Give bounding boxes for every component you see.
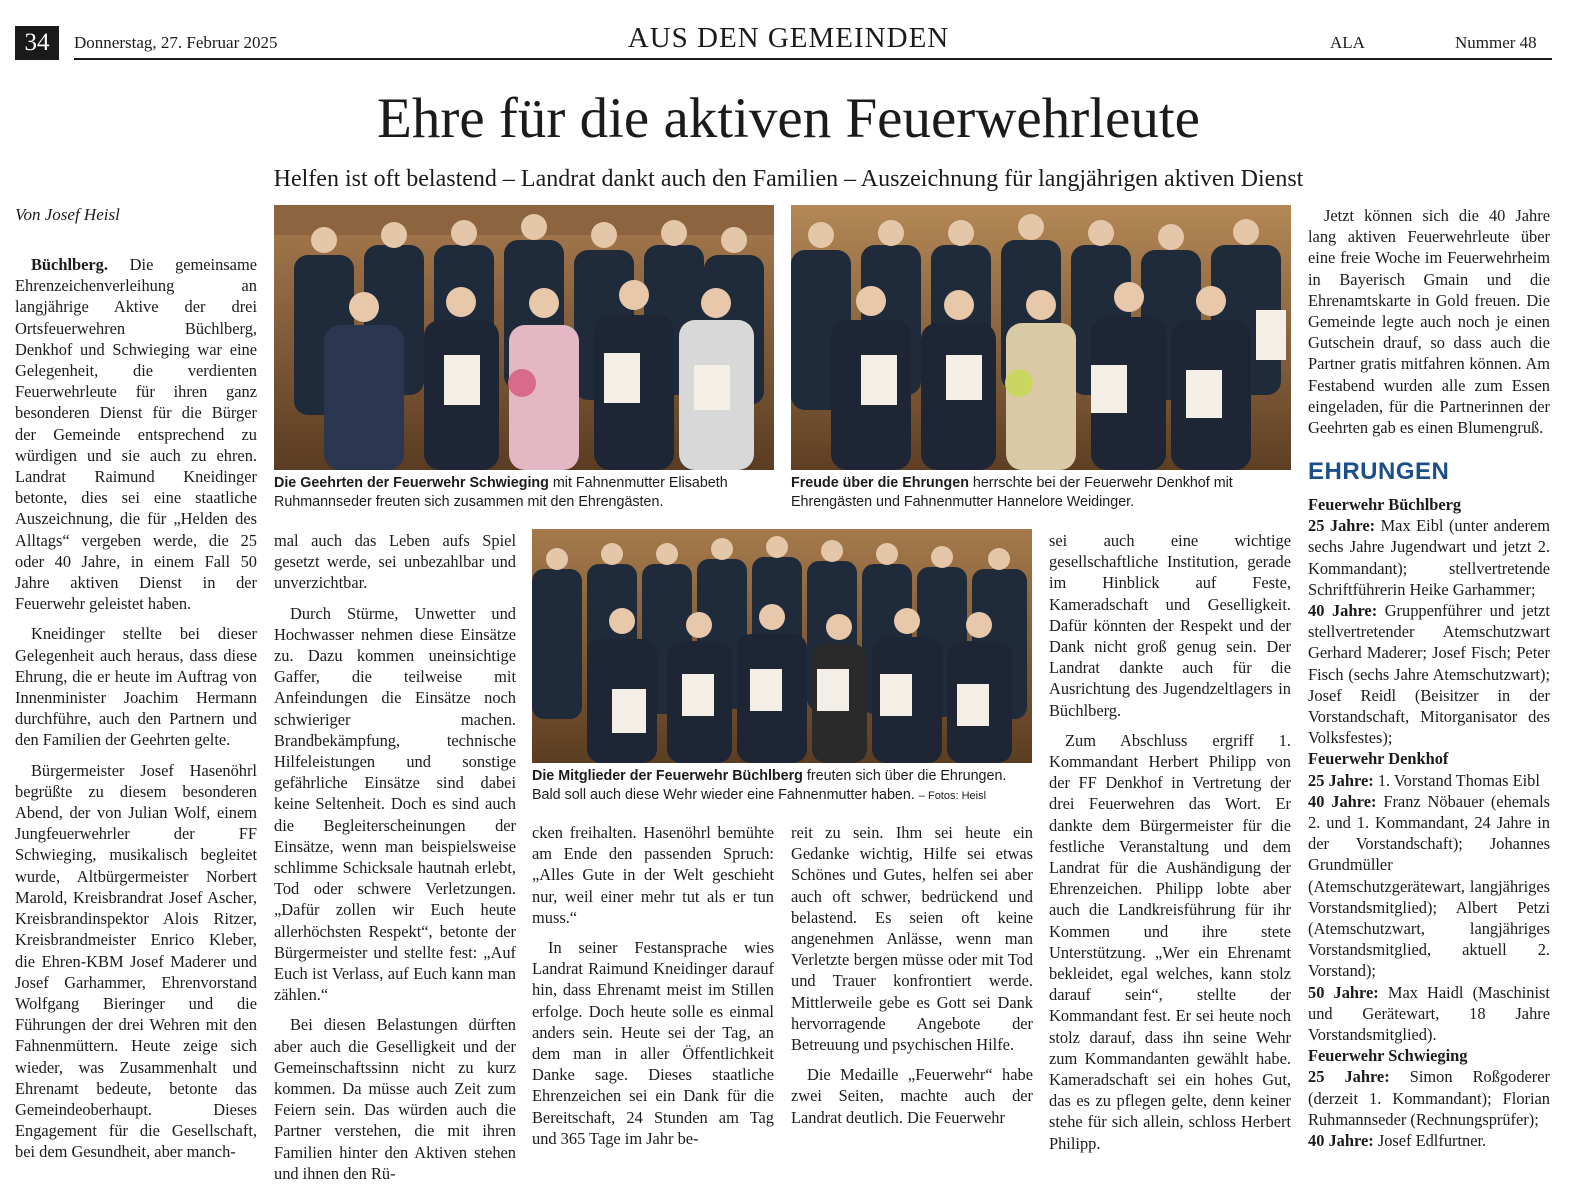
article-subheadline: Helfen ist oft belastend – Landrat dankt auch den Familien – Auszeichnung für langjährigen aktiven Dienst <box>273 166 1304 192</box>
paragraph: Kneidinger stellte bei dieser Gelegenheit auch heraus, dass diese Ehrung, die er heute im Auftrag von Innenminister Joachim Hermann durchführe, auch den Partnern und den Familien der Geehrten gelte. <box>15 624 257 750</box>
ehrungen-list <box>1308 494 1550 1151</box>
photo-feuerwehr-denkhof <box>791 205 1291 470</box>
byline: Von Josef Heisl <box>15 205 120 224</box>
ehrungen-group-heading: Feuerwehr Schwieging <box>1308 1046 1468 1066</box>
column-2 <box>274 530 516 1184</box>
paragraph: Jetzt können sich die 40 Jahre lang aktiven Feuerwehrleute über eine freie Woche im Feuerwehrheim in Bayerisch Gmain und die Ehrenamtskarte in Gold freuen. Die Gemeinde legte auch noch je einen Gutschein drauf, so dass auch die Partner gratis mitfahren können. Am Festabend wurden alle zum Essen eingeladen, für die Partnerinnen der Geehrten gab es einen Blumengruß. <box>1308 206 1550 438</box>
paragraph: sei auch eine wichtige gesellschaftliche Institution, gerade im Hinblick auf Feste, Kameradschaft und Geselligkeit. Dafür könnten der Respekt und der Dank nicht groß genug sein. Der Landrat dankte auch für die Ausrichtung des Jugendzeltlagers in Büchlberg. <box>1049 531 1291 720</box>
paragraph: Durch Stürme, Unwetter und Hochwasser nehmen diese Einsätze zu. Dazu kommen uneinsichtige Gaffer, die teilweise mit Anfeindungen die Einsätze noch schwieriger machen. Brandbekämpfung, technische Hilfeleistungen und sonstige gefährliche Einsätze sind dabei keine Seltenheit. Doch es sind auch die Begleiterscheinungen der Einsätze, wenn man beispielsweise schlimme Schicksale hautnah erlebt, Tod oder schwere Verletzungen. „Dafür zollen wir Euch heute allerhöchsten Respekt“, betonte der Bürgermeister und stellte fest: „Auf Euch ist Verlass, auf Euch kann man zählen.“ <box>274 603 516 1005</box>
ehrungen-group-heading: Feuerwehr Denkhof <box>1308 749 1449 769</box>
section-title: AUS DEN GEMEINDEN <box>627 22 950 54</box>
column-1 <box>15 254 257 1163</box>
ehrungen-entry: 25 Jahre: 1. Vorstand Thomas Eibl <box>1308 770 1540 790</box>
dateline-place: Büchlberg. <box>31 255 108 274</box>
ehrungen-entry: 40 Jahre: Franz Nöbauer (ehemals 2. und 1. Kommandant, 24 Jahre in der Vorstandschaft); Johannes Grundmüller (Atemschutzgerätewart, langjähriges Vorstandsmitglied); Albert Petzi (Atemschutzwart, langjähriges Vorstandsmitglied, aktuell 2. Vorstand); <box>1308 791 1550 981</box>
column-6 <box>1308 205 1550 438</box>
edition-label: ALA <box>1330 33 1365 52</box>
ehrungen-group-heading: Feuerwehr Büchlberg <box>1308 495 1462 514</box>
header-rule <box>74 58 1552 60</box>
ehrungen-entry: 25 Jahre: Simon Roßgoderer (derzeit 1. Kommandant); Florian Ruhmannseder (Rechnungsprüfer); <box>1308 1067 1550 1129</box>
ehrungen-entry: 40 Jahre: Josef Edlfurtner. <box>1308 1131 1487 1151</box>
column-4 <box>791 822 1033 1128</box>
paragraph: Bei diesen Belastungen dürften aber auch die Geselligkeit und der Gemeinschaftssinn nicht zu kurz kommen. Da müsse auch Zeit zum Feiern sein. Das würden auch die Partner verstehen, die mit ihren Familien hinter den Aktiven stehen und ihnen den Rü- <box>274 1015 516 1183</box>
photo-caption-schwieging: Die Geehrten der Feuerwehr Schwieging mit Fahnenmutter Elisabeth Ruhmannseder freuten sich zusammen mit den Ehrengästen. <box>274 475 728 510</box>
issue-number: Nummer 48 <box>1455 33 1537 52</box>
article-headline: Ehre für die aktiven Feuerwehrleute <box>377 87 1200 150</box>
paragraph: cken freihalten. Hasenöhrl bemühte am Ende den passenden Spruch: „Alles Gute in der Welt geschieht nur, weil einer mehr tut als er tun muss.“ <box>532 823 774 927</box>
photo-feuerwehr-buechlberg <box>532 529 1032 763</box>
paragraph: Zum Abschluss ergriff 1. Kommandant Herbert Philipp von der FF Denkhof in Vertretung der drei Feuerwehren das Wort. Er dankte dem Bürgermeister für die festliche Veranstaltung und dem Landrat für die Aushändigung der Ehrenzeichen. Philipp lobte aber auch die Landkreisführung für ihr Kommen und ihre stete Unterstützung. „Wer ein Ehrenamt bekleidet, egal welches, kann stolz darauf sein“, stellte der Kommandant fest. Er sei heute noch stolz darauf, dass ihn seine Wehr zum Kommandanten gewählt habe. Kameradschaft sei ein hohes Gut, das es zu pflegen gelte, denn keiner stehe für sich allein, schloss Herbert Philipp. <box>1049 730 1291 1153</box>
ehrungen-heading: EHRUNGEN <box>1308 458 1450 485</box>
paragraph: Bürgermeister Josef Hasenöhrl begrüßte zu diesem besonderen Abend, der von Julian Wolf, einem Jungfeuerwehrler der FF Schwieging, musikalisch begleitet wurde, Altbürgermeister Norbert Marold, Kreisbrandrat Josef Ascher, Kreisbrandinspektor Alois Ritzer, Kreisbrandmeister Enrico Kleber, die Ehren-KBM Josef Maderer und Josef Garhammer, Ehrenvorstand Wolfgang Bieringer und die Führungen der drei Wehren mit den Fahnenmüttern. Heute zeige sich wieder, was Zusammenhalt und Ehrenamt bedeute, betonte das Gemeindeoberhaupt. Dieses Engagement für die Gesellschaft, bei dem Gesundheit, aber manch- <box>15 760 257 1162</box>
ehrungen-entry: 40 Jahre: Gruppenführer und jetzt stellvertretender Atemschutzwart Gerhard Maderer; Josef Fisch; Peter Fisch (sechs Jahre Atemschutzwart); Josef Reidl (Beisitzer in der Vorstandschaft, Mitorganisator des Volksfestes); <box>1308 601 1550 748</box>
photo-credit: – Fotos: Heisl <box>918 790 987 802</box>
photo-caption-buechlberg: Die Mitglieder der Feuerwehr Büchlberg freuten sich über die Ehrungen. Bald soll auch diese Wehr wieder eine Fahnenmutter haben. – Fotos: Heisl <box>532 768 1007 803</box>
photo-caption-denkhof: Freude über die Ehrungen herrschte bei der Feuerwehr Denkhof mit Ehrengästen und Fahnenmutter Hannelore Weidinger. <box>791 475 1233 510</box>
paragraph: In seiner Festansprache wies Landrat Raimund Kneidinger darauf hin, dass Ehrenamt meist im Stillen erfolge. Doch heute solle es einmal anders sein. Heute sei der Tag, an dem man in aller Öffentlichkeit Danke sage. Dieses staatliche Ehrenzeichen sei ein Dank für die Bereitschaft, 24 Stunden am Tag und 365 Tage im Jahr be- <box>532 938 774 1148</box>
issue-date: Donnerstag, 27. Februar 2025 <box>74 33 278 52</box>
ehrungen-entry: 25 Jahre: Max Eibl (unter anderem sechs Jahre Jugendwart und jetzt 2. Kommandant); stellvertretende Schriftführerin Heike Garhammer; <box>1308 516 1550 599</box>
column-3 <box>532 822 774 1149</box>
paragraph: Büchlberg. Die gemeinsame Ehrenzeichenverleihung an langjährige Aktive der drei Ortsfeuerwehren Büchlberg, Denkhof und Schwieging war eine Gelegenheit, die verdienten Feuerwehrleute für ihren ganz besonderen Dienst für die Bürger der Gemeinde entsprechend zu würdigen und sie auch zu ehren. Landrat Raimund Kneidinger betonte, dies sei eine staatliche Auszeichnung, die für „Helden des Alltags“ vergeben werde, die 25 oder 40 Jahre, in einem Fall 50 Jahre aktiven Dienst in der Feuerwehr geleistet haben. <box>15 255 257 614</box>
paragraph: reit zu sein. Ihm sei heute ein Gedanke wichtig, Hilfe sei etwas Schönes und Gutes, helfen sei aber auch oft schwer, bedrückend und belastend. Es seien oft keine angenehmen Anlässe, wenn man Verletzte bergen müsse oder mit Tod und Trauer konfrontiert werde. Mittlerweile gebe es Gott sei Dank hervorragende Angebote der Betreuung und psychischen Hilfe. <box>791 823 1033 1055</box>
column-5 <box>1049 530 1291 1154</box>
paragraph: Die Medaille „Feuerwehr“ habe zwei Seiten, machte auch der Landrat deutlich. Die Feuerwehr <box>791 1065 1033 1127</box>
photo-feuerwehr-schwieging <box>274 205 774 470</box>
page-number: 34 <box>15 26 59 60</box>
ehrungen-entry: 50 Jahre: Max Haidl (Maschinist und Gerätewart, 18 Jahre Vorstandsmitglied). <box>1308 982 1550 1045</box>
paragraph: mal auch das Leben aufs Spiel gesetzt werde, sei unbezahlbar und unverzichtbar. <box>274 531 516 593</box>
